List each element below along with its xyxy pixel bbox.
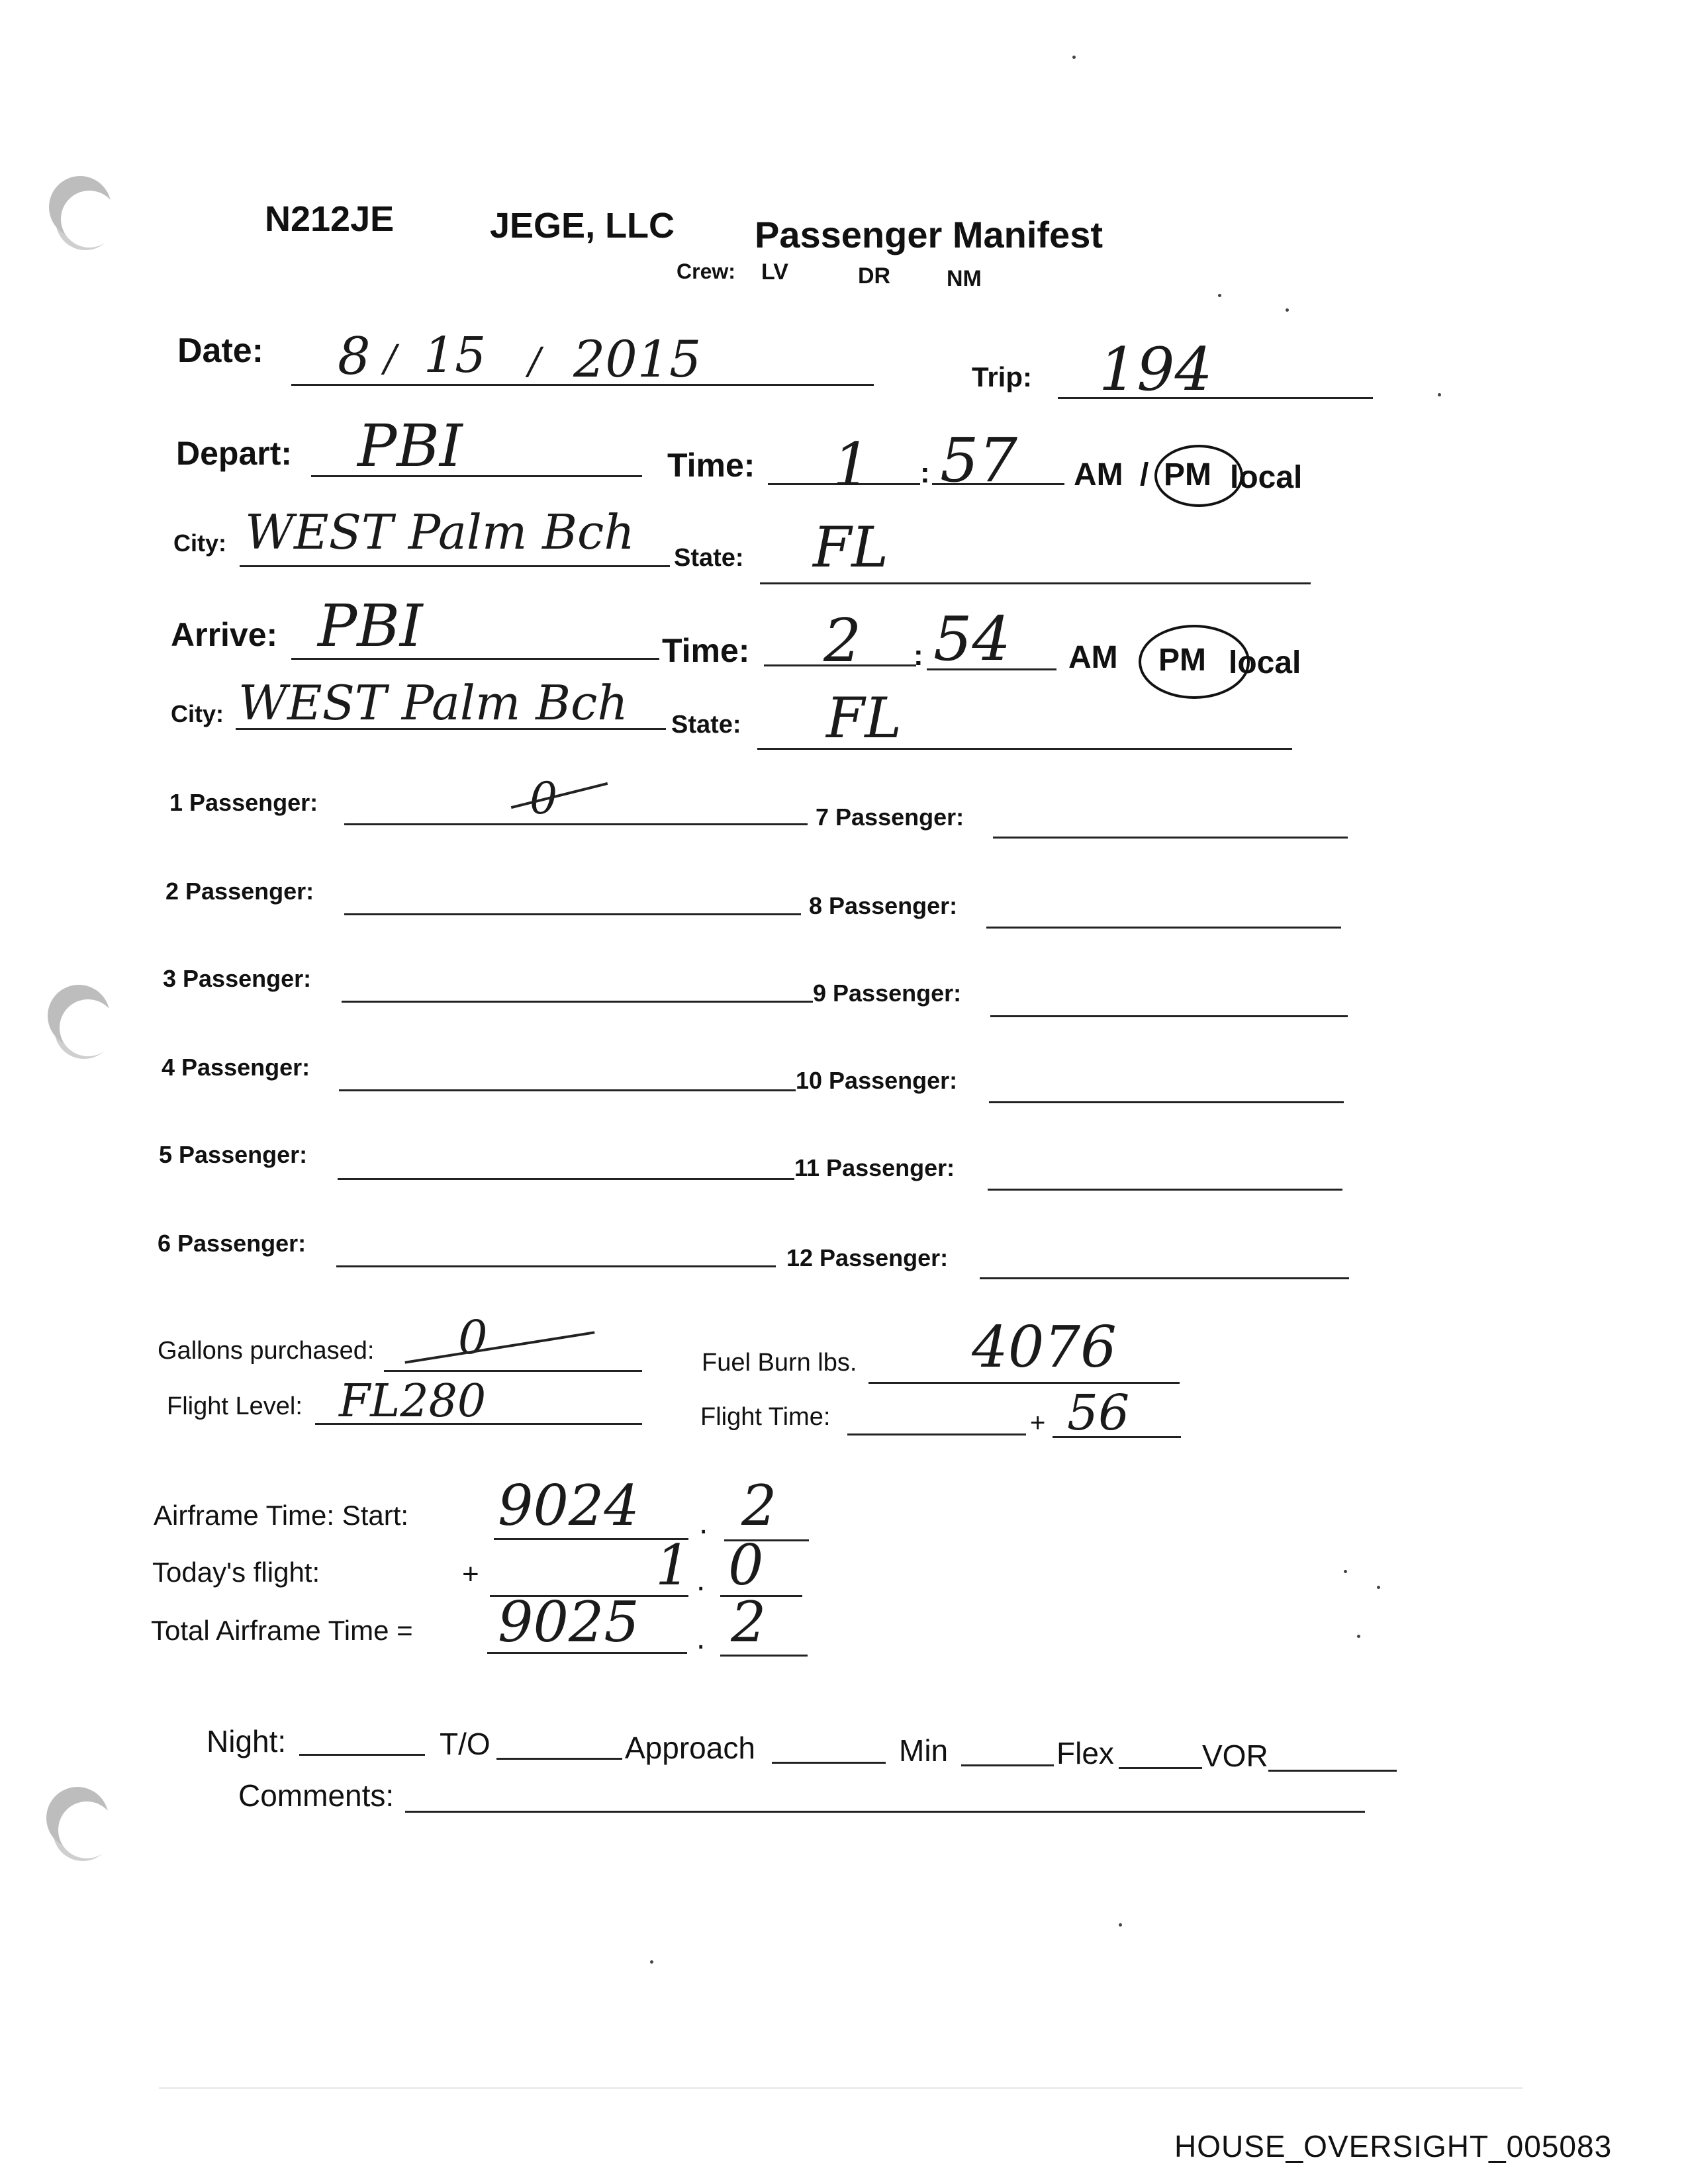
flight-time-minutes: 56 (1067, 1385, 1130, 1441)
zero-strike-mark (404, 1331, 594, 1363)
date-year: 2015 (573, 330, 702, 388)
fuel-burn-value: 4076 (972, 1314, 1117, 1381)
date-label: Date: (177, 332, 264, 370)
date-separator: / (528, 340, 541, 383)
airframe-start-whole: 9024 (498, 1473, 639, 1538)
company-name: JEGE, LLC (490, 206, 675, 246)
arrive-state: FL (826, 686, 902, 751)
passenger-line (986, 927, 1341, 929)
scan-speck (650, 1960, 653, 1964)
decimal-point: . (696, 1563, 706, 1598)
punch-hole-bottom (58, 1801, 115, 1858)
crew-label: Crew: (677, 259, 735, 283)
am-pm-slash: / (1140, 457, 1149, 492)
vor-underline (1268, 1770, 1397, 1772)
trip-label: Trip: (972, 361, 1032, 392)
crew-member: DR (858, 263, 891, 289)
depart-minute: 57 (940, 425, 1018, 496)
arrive-state-label: State: (671, 711, 741, 739)
vor-label: VOR (1202, 1739, 1268, 1773)
scan-speck (1344, 1570, 1347, 1573)
tail-number: N212JE (265, 199, 395, 239)
min-label: Min (899, 1733, 949, 1768)
to-underline (496, 1758, 622, 1760)
airframe-start-tenth: 2 (741, 1473, 777, 1538)
todays-flight-label: Today's flight: (152, 1557, 320, 1588)
date-month: 8 (338, 327, 371, 387)
depart-time-label: Time: (667, 447, 755, 484)
depart-state-underline (760, 582, 1311, 584)
arrive-hour: 2 (823, 606, 862, 676)
scan-speck (1119, 1923, 1122, 1927)
total-airframe-tenth: 2 (731, 1590, 767, 1655)
passenger-label: 2 Passenger: (165, 878, 314, 905)
zero-strike-mark (511, 782, 608, 809)
date-day: 15 (424, 327, 487, 384)
time-colon: : (914, 639, 923, 672)
depart-state-label: State: (674, 544, 744, 572)
scan-speck (1072, 56, 1076, 59)
todays-flight-plus: + (462, 1558, 479, 1590)
depart-am-option: AM (1074, 457, 1123, 492)
passenger-label: 11 Passenger: (794, 1154, 955, 1181)
arrive-pm-option: PM (1158, 643, 1206, 678)
flight-level-label: Flight Level: (167, 1392, 303, 1420)
flight-level-value: FL280 (339, 1375, 487, 1428)
depart-local-label: local (1230, 460, 1303, 495)
night-label: Night: (207, 1724, 287, 1758)
depart-state: FL (813, 515, 889, 580)
passenger-label: 4 Passenger: (162, 1054, 310, 1081)
total-airframe-label: Total Airframe Time = (151, 1615, 413, 1646)
passenger-line (344, 913, 801, 915)
passenger-line (980, 1277, 1349, 1279)
passenger-line (988, 1189, 1342, 1191)
passenger-line (344, 823, 808, 825)
scan-speck (1438, 393, 1441, 396)
gallons-underline (384, 1370, 642, 1372)
passenger-label: 7 Passenger: (816, 803, 964, 831)
passenger-line (336, 1265, 776, 1267)
depart-city-underline (240, 565, 670, 567)
scan-speck (1218, 294, 1221, 297)
crew-member: NM (947, 266, 982, 291)
gallons-label: Gallons purchased: (158, 1337, 375, 1365)
depart-city-label: City: (173, 529, 226, 557)
arrive-am-option: AM (1068, 640, 1118, 675)
bates-number: HOUSE_OVERSIGHT_005083 (1174, 2129, 1613, 2163)
arrive-city: WEST Palm Bch (238, 675, 628, 731)
scan-speck (1377, 1586, 1380, 1589)
passenger-label: 6 Passenger: (158, 1230, 306, 1257)
flight-time-underline (847, 1433, 1026, 1435)
arrive-airport: PBI (318, 592, 423, 660)
passenger-line (989, 1101, 1344, 1103)
total-airframe-tenth-underline (720, 1655, 808, 1657)
approach-label: Approach (625, 1731, 755, 1765)
passenger-label: 8 Passenger: (809, 892, 958, 919)
arrive-label: Arrive: (171, 616, 278, 653)
airframe-start-label: Airframe Time: Start: (154, 1500, 409, 1531)
night-underline (299, 1754, 425, 1756)
depart-airport: PBI (357, 412, 463, 480)
passenger-line (339, 1089, 796, 1091)
todays-flight-tenth: 0 (728, 1533, 764, 1598)
form-title: Passenger Manifest (755, 214, 1103, 255)
arrive-minute: 54 (933, 604, 1011, 674)
passenger-line (342, 1001, 813, 1003)
arrive-local-label: local (1229, 645, 1301, 680)
scan-speck (1357, 1635, 1360, 1638)
passenger-label: 1 Passenger: (169, 789, 318, 816)
depart-pm-option: PM (1164, 457, 1211, 492)
punch-hole-middle (60, 999, 117, 1056)
punch-hole-top (61, 191, 118, 248)
passenger-line (993, 837, 1348, 839)
todays-flight-whole: 1 (655, 1533, 691, 1598)
approach-underline (772, 1762, 886, 1764)
gallons-value: 0 (458, 1310, 488, 1365)
total-airframe-whole: 9025 (498, 1590, 639, 1655)
passenger-label: 3 Passenger: (163, 965, 312, 992)
comments-underline (405, 1811, 1365, 1813)
scan-speck (1286, 308, 1289, 312)
depart-label: Depart: (176, 435, 293, 472)
passenger-value: 0 (530, 773, 557, 824)
to-label: T/O (440, 1727, 491, 1761)
depart-city: WEST Palm Bch (245, 504, 635, 560)
passenger-label: 9 Passenger: (813, 979, 962, 1007)
fuel-burn-label: Fuel Burn lbs. (702, 1349, 857, 1377)
flex-label: Flex (1056, 1736, 1114, 1770)
scan-edge (159, 2087, 1523, 2089)
comments-label: Comments: (238, 1778, 395, 1813)
crew-member: LV (761, 259, 788, 285)
arrive-time-label: Time: (662, 632, 750, 669)
passenger-line (338, 1178, 794, 1180)
passenger-line (990, 1015, 1348, 1017)
decimal-point: . (699, 1506, 708, 1541)
flex-underline (1119, 1767, 1202, 1769)
arrive-city-label: City: (171, 700, 224, 727)
trip-number: 194 (1099, 335, 1213, 404)
time-colon: : (920, 457, 930, 489)
passenger-label: 5 Passenger: (159, 1141, 308, 1168)
min-underline (961, 1764, 1054, 1766)
flight-time-plus: + (1030, 1408, 1046, 1437)
decimal-point: . (696, 1621, 706, 1656)
fuel-burn-underline (868, 1382, 1180, 1384)
passenger-label: 12 Passenger: (786, 1244, 949, 1271)
passenger-label: 10 Passenger: (796, 1067, 958, 1094)
flight-time-label: Flight Time: (700, 1403, 831, 1431)
depart-hour: 1 (833, 430, 871, 500)
date-separator: / (384, 338, 397, 381)
